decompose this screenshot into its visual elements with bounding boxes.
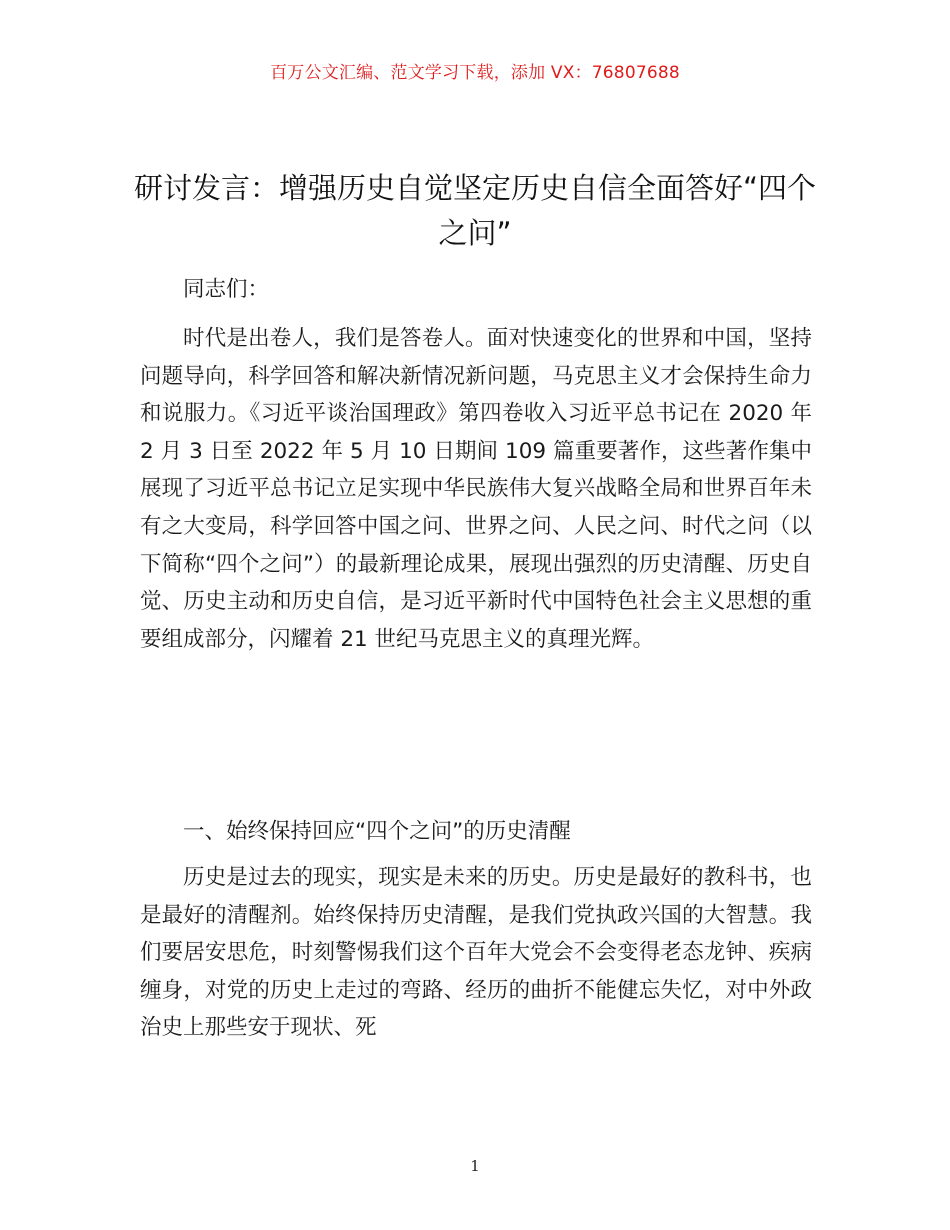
section-heading: 一、始终保持回应“四个之问”的历史清醒 bbox=[183, 819, 571, 844]
document-title: 研讨发言：增强历史自觉坚定历史自信全面答好“四个之问” bbox=[133, 171, 817, 250]
body-paragraph: 时代是出卷人，我们是答卷人。面对快速变化的世界和中国，坚持问题导向，科学回答和解决新情况新问题，马克思主义才会保持生命力和说服力。《习近平谈治国理政》第四卷收入习近平总书记在 2020 年 2 月 3 日至 2022 年 5 月 10 日期间 109 篇重要著作，这些著作集中展现了习近平总书记立足实现中华民族伟大复兴战略全局和世界百年未有之大变局，科学回答中国之问、世界之问、人民之问、时代之问（以下简称“四个之问”）的最新理论成果，展现出强烈的历史清醒、历史自觉、历史主动和历史自信，是习近平新时代中国特色社会主义思想的重要组成部分，闪耀着 21 世纪马克思主义的真理光辉。 bbox=[140, 326, 812, 652]
body-paragraph: 历史是过去的现实，现实是未来的历史。历史是最好的教科书，也是最好的清醒剂。始终保持历史清醒，是我们党执政兴国的大智慧。我们要居安思危，时刻警惕我们这个百年大党会不会变得老态龙钟、疾病缠身，对党的历史上走过的弯路、经历的曲折不能健忘失忆，对中外政治史上那些安于现状、死 bbox=[140, 865, 812, 1041]
page-number: 1 bbox=[470, 1157, 480, 1175]
salutation: 同志们： bbox=[183, 277, 270, 302]
watermark-banner: 百万公文汇编、范文学习下载，添加 VX：76807688 bbox=[270, 63, 680, 83]
